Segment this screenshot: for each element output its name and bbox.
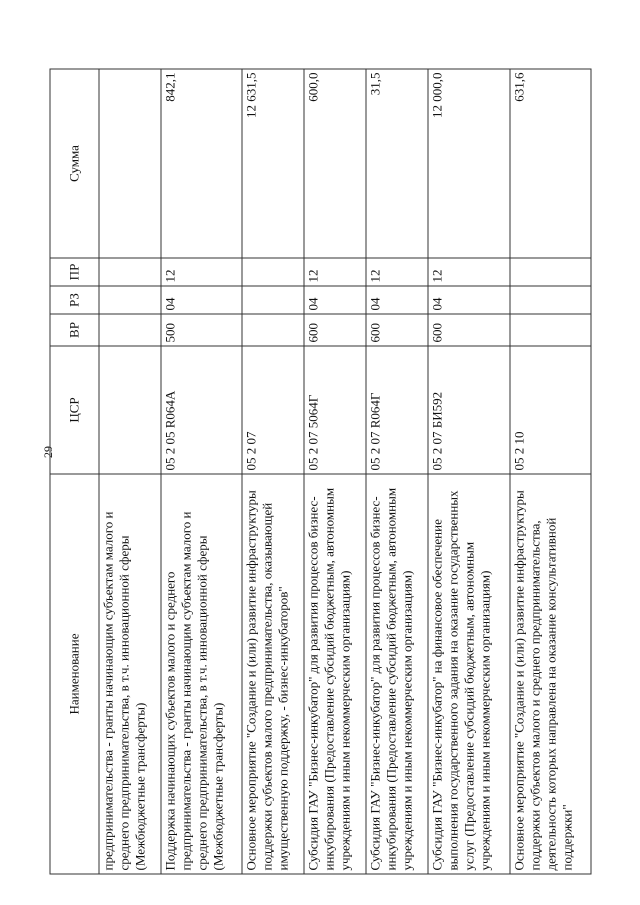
header-vr: ВР [50,314,99,346]
budget-table [49,69,591,875]
row-sum: 631,6 [509,69,590,258]
row-sum: 600,0 [304,69,366,258]
row-name: Субсидия ГАУ "Бизнес-инкубатор" для развития процессов бизнес-инкубирования (Предоставление субсидий бюджетным, автономным учреждениям и иным некоммерческим организациям) [304,474,366,874]
row-rz: 04 [366,286,428,314]
row-name: предпринимательства - гранты начинающим субъектам малого и среднего предпринимательства, в т.ч. инновационной сферы (Межбюджетные трансферты) [99,474,161,874]
row-pr: 12 [366,258,428,286]
row-vr [509,314,590,346]
row-sum: 31,5 [366,69,428,258]
row-sum: 842,1 [160,69,241,258]
row-rz: 04 [428,286,509,314]
header-csr: ЦСР [50,346,99,474]
row-csr: 05 2 05 R064А [160,346,241,474]
row-rz: 04 [304,286,366,314]
header-rz: РЗ [50,286,99,314]
row-pr: 12 [428,258,509,286]
row-vr: 500 [160,314,241,346]
row-name: Субсидия ГАУ "Бизнес-инкубатор" для развития процессов бизнес-инкубирования (Предоставление субсидий бюджетным, автономным учреждениям и иным некоммерческим организациям) [366,474,428,874]
row-name: Основное мероприятие "Создание и (или) развитие инфраструктуры поддержки субъектов малого предпринимательства, оказывающей имущественную поддержку, - бизнес-инкубаторов" [242,474,304,874]
table-row [304,69,366,874]
table-row [160,69,241,874]
row-csr: 05 2 07 БИ592 [428,346,509,474]
table-row [509,69,590,874]
table-row [242,69,304,874]
row-sum: 12 631,5 [242,69,304,258]
row-vr [99,314,161,346]
row-pr: 12 [304,258,366,286]
row-rz [99,286,161,314]
row-pr [242,258,304,286]
row-csr: 05 2 07 R064Г [366,346,428,474]
table-row [366,69,428,874]
row-csr: 05 2 07 5064Г [304,346,366,474]
header-pr: ПР [50,258,99,286]
table-row [99,69,161,874]
row-csr: 05 2 07 [242,346,304,474]
row-sum [99,69,161,258]
row-vr: 600 [304,314,366,346]
row-sum: 12 000,0 [428,69,509,258]
table-header-row [50,69,99,874]
row-vr: 600 [366,314,428,346]
row-csr: 05 2 10 [509,346,590,474]
row-pr [509,258,590,286]
row-vr [242,314,304,346]
page-number: 29 [41,446,55,458]
header-sum: Сумма [50,69,99,258]
header-name: Наименование [50,474,99,874]
row-vr: 600 [428,314,509,346]
row-name: Субсидия ГАУ "Бизнес-инкубатор" на финансовое обеспечение выполнения государственного задания на оказание государственных услуг (Предоставление субсидий бюджетным, автономным учреждениям и иным некоммерческим организациям) [428,474,509,874]
row-rz: 04 [160,286,241,314]
row-csr [99,346,161,474]
row-rz [509,286,590,314]
table-row [428,69,509,874]
row-rz [242,286,304,314]
row-name: Поддержка начинающих субъектов малого и среднего предпринимательства - гранты начинающим субъектам малого и среднего предпринимательства, в т.ч. инновационной сферы (Межбюджетные трансферты) [160,474,241,874]
row-name: Основное мероприятие "Создание и (или) развитие инфраструктуры поддержки субъектов малого и среднего предпринимательства, деятельность которых направлена на оказание консультативной поддержки" [509,474,590,874]
row-pr [99,258,161,286]
row-pr: 12 [160,258,241,286]
budget-table-container [49,70,591,875]
